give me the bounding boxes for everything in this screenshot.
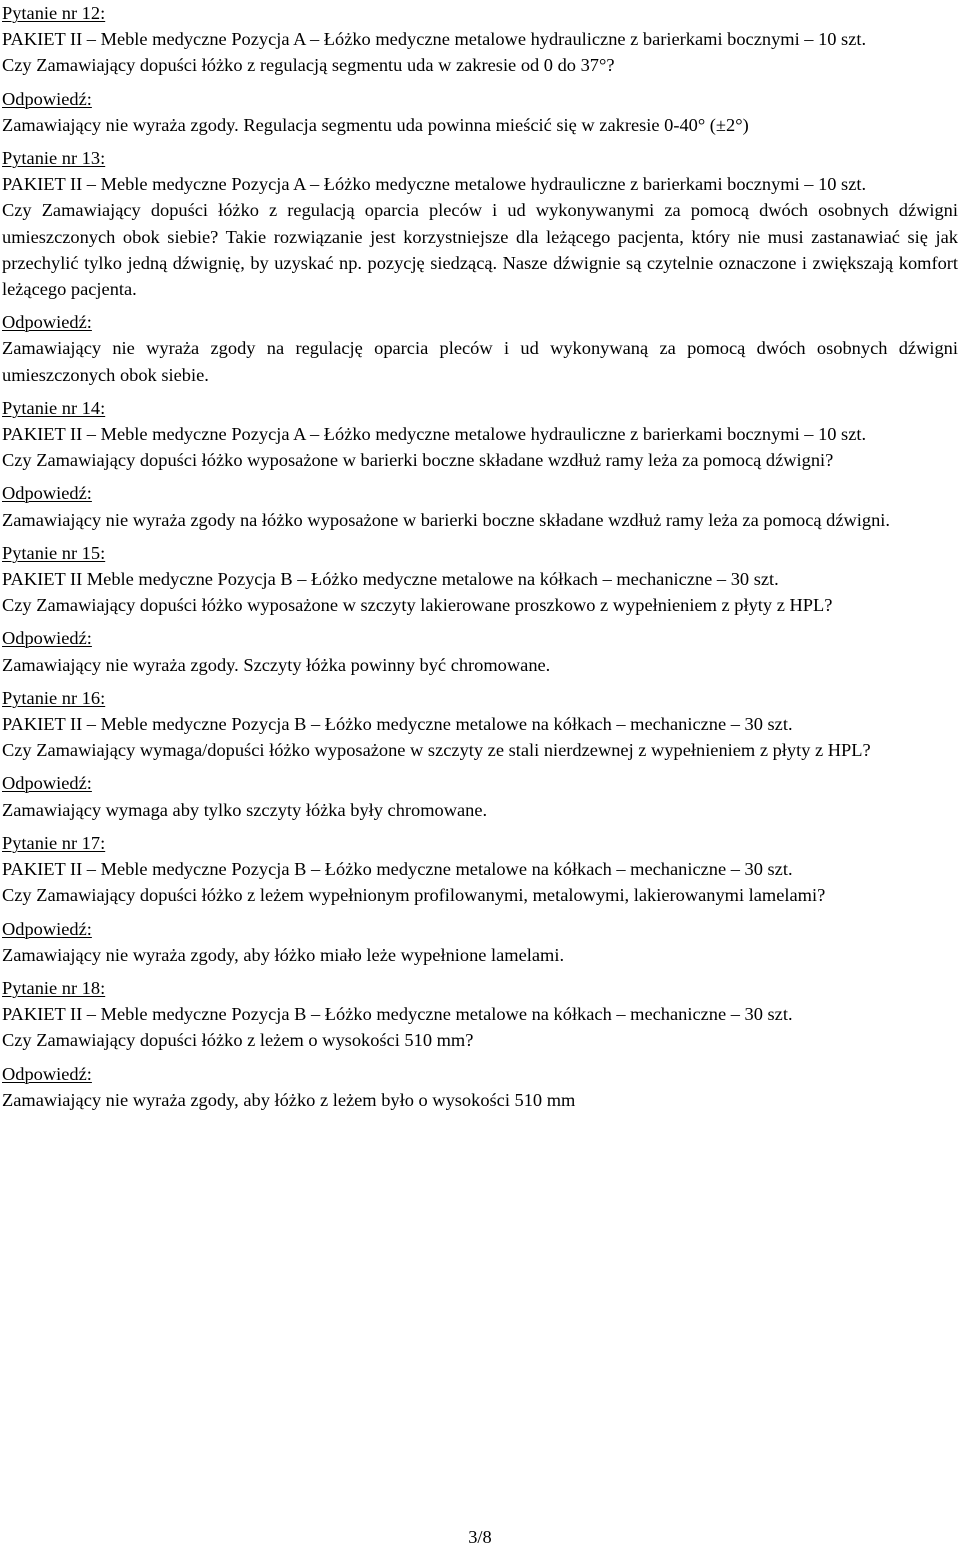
answer-text: Zamawiający nie wyraża zgody. Szczyty łóżka powinny być chromowane. [2,654,551,675]
question-package: PAKIET II – Meble medyczne Pozycja A – Łóżko medyczne metalowe hydrauliczne z barierkami bocznymi – 10 szt. [2,174,867,195]
answer-label: Odpowiedź: [2,312,92,333]
answer-label: Odpowiedź: [2,1063,92,1084]
question-package: PAKIET II – Meble medyczne Pozycja B – Łóżko medyczne metalowe na kółkach – mechaniczne – 30 szt. [2,1004,793,1025]
question-block [2,540,958,678]
question-package: PAKIET II Meble medyczne Pozycja B – Łóżko medyczne metalowe na kółkach – mechaniczne – 30 szt. [2,569,779,590]
question-block [2,975,958,1113]
answer-text: Zamawiający wymaga aby tylko szczyty łóżka były chromowane. [2,799,488,820]
answer-label: Odpowiedź: [2,773,92,794]
document-body [2,0,958,1120]
question-label: Pytanie nr 16: [2,687,106,708]
question-package: PAKIET II – Meble medyczne Pozycja A – Łóżko medyczne metalowe hydrauliczne z barierkami bocznymi – 10 szt. [2,29,867,50]
question-text: Czy Zamawiający dopuści łóżko z regulacją segmentu uda w zakresie od 0 do 37°? [2,55,615,76]
question-label: Pytanie nr 12: [2,3,106,23]
page-number: 3/8 [468,1527,492,1547]
question-block [2,685,958,823]
answer-text: Zamawiający nie wyraża zgody. Regulacja segmentu uda powinna mieścić się w zakresie 0-40° (±2°) [2,114,749,135]
answer-label: Odpowiedź: [2,483,92,504]
answer-text: Zamawiający nie wyraża zgody, aby łóżko z leżem było o wysokości 510 mm [2,1089,576,1110]
answer-text: Zamawiający nie wyraża zgody, aby łóżko miało leże wypełnione lamelami. [2,944,565,965]
question-label: Pytanie nr 13: [2,148,106,169]
answer-label: Odpowiedź: [2,88,92,109]
answer-label: Odpowiedź: [2,918,92,939]
question-label: Pytanie nr 14: [2,397,106,418]
question-label: Pytanie nr 15: [2,542,106,563]
question-block [2,830,958,968]
question-block [2,145,958,388]
question-text: Czy Zamawiający dopuści łóżko z leżem wypełnionym profilowanymi, metalowymi, lakierowanymi lamelami? [2,885,826,906]
question-text: Czy Zamawiający wymaga/dopuści łóżko wyposażone w szczyty ze stali nierdzewnej z wypełnieniem z płyty z HPL? [2,740,871,761]
question-text: Czy Zamawiający dopuści łóżko z leżem o wysokości 510 mm? [2,1030,474,1051]
answer-text: Zamawiający nie wyraża zgody na regulację oparcia pleców i ud wykonywaną za pomocą dwóch osobnych dźwigni umieszczonych obok siebie. [2,338,958,385]
question-package: PAKIET II – Meble medyczne Pozycja B – Łóżko medyczne metalowe na kółkach – mechaniczne – 30 szt. [2,859,793,880]
question-text: Czy Zamawiający dopuści łóżko wyposażone w szczyty lakierowane proszkowo z wypełnieniem z płyty z HPL? [2,595,833,616]
question-label: Pytanie nr 18: [2,977,106,998]
question-package: PAKIET II – Meble medyczne Pozycja B – Łóżko medyczne metalowe na kółkach – mechaniczne – 30 szt. [2,714,793,735]
answer-text: Zamawiający nie wyraża zgody na łóżko wyposażone w barierki boczne składane wzdłuż ramy leża za pomocą dźwigni. [2,509,890,530]
answer-label: Odpowiedź: [2,628,92,649]
question-label: Pytanie nr 17: [2,832,106,853]
question-text: Czy Zamawiający dopuści łóżko wyposażone w barierki boczne składane wzdłuż ramy leża za pomocą dźwigni? [2,450,834,471]
question-block [2,0,958,138]
question-package: PAKIET II – Meble medyczne Pozycja A – Łóżko medyczne metalowe hydrauliczne z barierkami bocznymi – 10 szt. [2,424,867,445]
question-text: Czy Zamawiający dopuści łóżko z regulacją oparcia pleców i ud wykonywanymi za pomocą dwóch osobnych dźwigni umieszczonych obok siebie? Takie rozwiązanie jest korzystniejsze dla leżącego pacjenta, który nie musi zastanawiać się jak przechylić tylko jedną dźwignię, by uzyskać np. pozycję siedzącą. Nasze dźwignie są czytelnie oznaczone i zwiększają komfort leżącego pacjenta. [2,200,958,300]
question-block [2,395,958,533]
